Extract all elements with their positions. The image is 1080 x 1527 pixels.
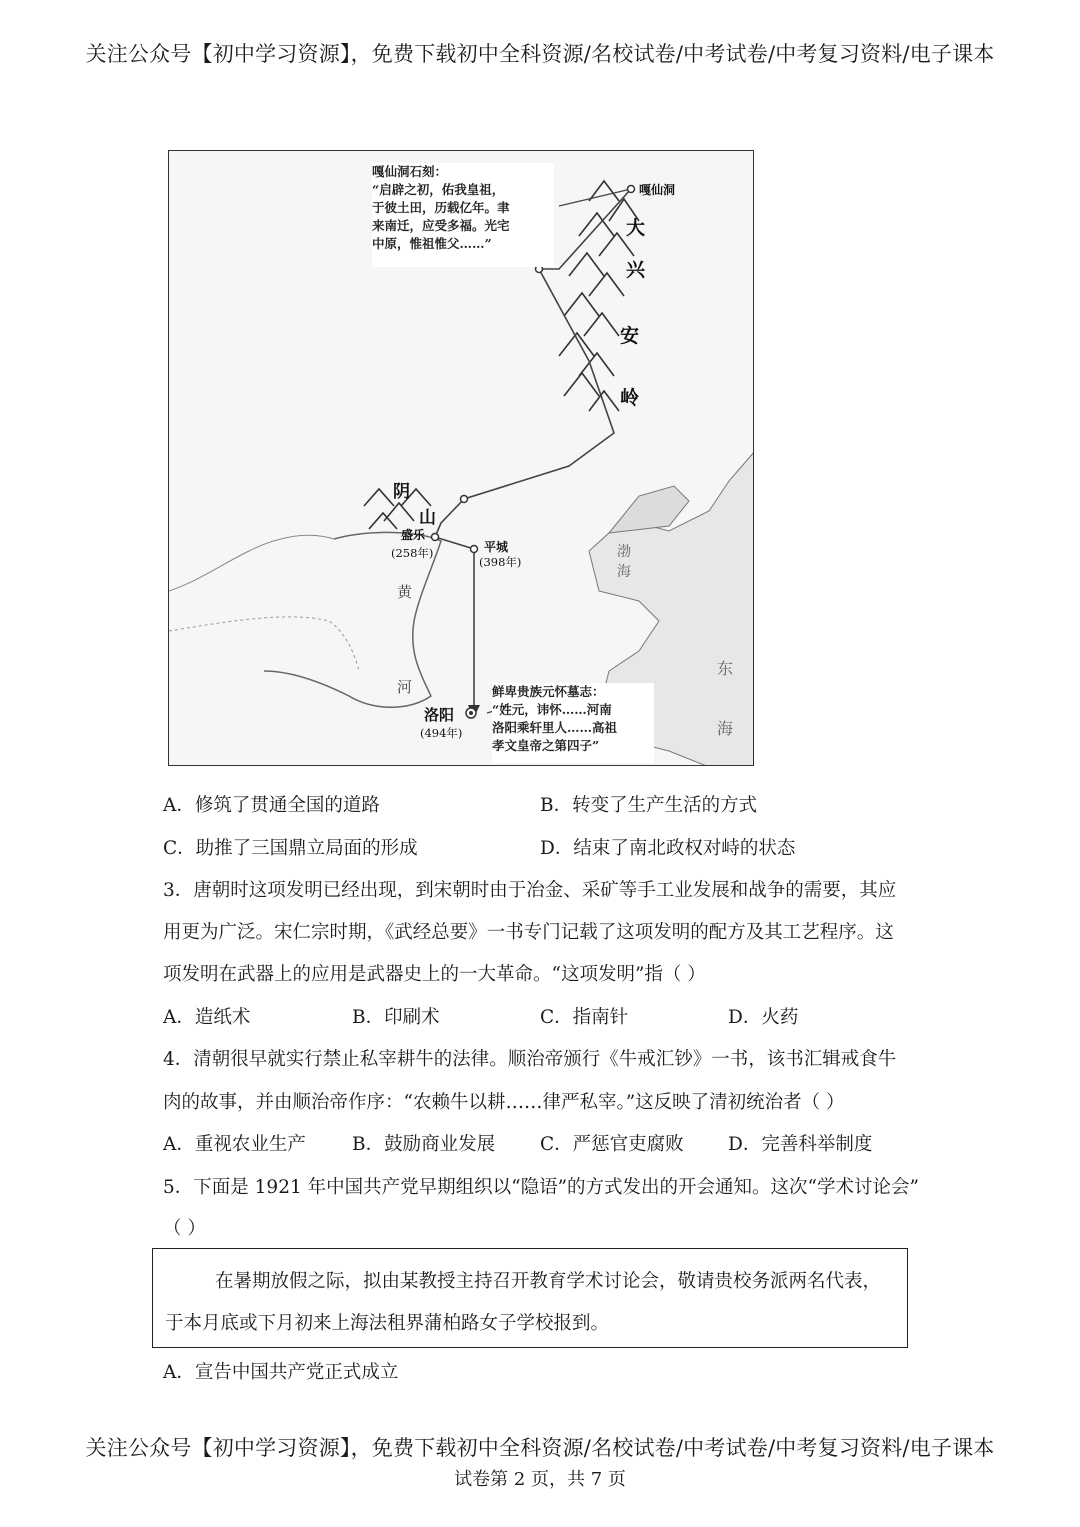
q4-option-d[interactable]: D．完善科举制度 bbox=[728, 1134, 873, 1155]
callout-line: 来南迁，应受多福。光宅 bbox=[372, 218, 510, 233]
callout-line: 于彼土田，历载亿年。聿 bbox=[372, 200, 510, 215]
label-pingcheng: 平城 bbox=[484, 540, 509, 554]
q2-option-d[interactable]: D．结束了南北政权对峙的状态 bbox=[540, 838, 796, 859]
label-xing: 兴 bbox=[626, 259, 646, 281]
liaodong-peninsula bbox=[609, 486, 689, 533]
q3-option-d[interactable]: D．火药 bbox=[728, 1007, 799, 1028]
river-upper-line bbox=[169, 535, 334, 591]
label-huang: 黄 bbox=[397, 583, 413, 601]
label-da: 大 bbox=[626, 217, 646, 239]
dot-shengle bbox=[432, 534, 439, 541]
callout-line: 洛阳乘轩里人……高祖 bbox=[492, 720, 618, 735]
callout-line: “启辟之初，佑我皇祖， bbox=[372, 182, 505, 197]
label-pingcheng-year: (398年) bbox=[479, 555, 522, 569]
callout-line: “姓元，讳怀……河南 bbox=[492, 702, 612, 717]
notice-line: 于本月底或下月初来上海法租界蒲柏路女子学校报到。 bbox=[165, 1313, 610, 1334]
label-donghai: 海 bbox=[717, 719, 734, 738]
q3-stem-line: 用更为广泛。宋仁宗时期，《武经总要》一书专门记载了这项发明的配方及其工艺程序。这 bbox=[163, 922, 894, 943]
migration-route bbox=[435, 189, 631, 713]
label-he: 河 bbox=[397, 678, 413, 696]
q2-option-b[interactable]: B．转变了生产生活的方式 bbox=[540, 795, 758, 816]
label-luoyang-year: (494年) bbox=[420, 726, 463, 740]
label-hai: 海 bbox=[617, 564, 631, 580]
callout-line: 孝文皇帝之第四子” bbox=[492, 738, 600, 753]
q4-option-c[interactable]: C．严惩官吏腐败 bbox=[540, 1134, 684, 1155]
label-shan: 山 bbox=[419, 508, 436, 528]
q3-option-a[interactable]: A．造纸术 bbox=[163, 1007, 251, 1028]
q4-stem-line: 肉的故事，并由顺治帝作序：“农赖牛以耕……律严私宰。”这反映了清初统治者（ ） bbox=[163, 1092, 845, 1113]
q2-option-c[interactable]: C．助推了三国鼎立局面的形成 bbox=[163, 838, 418, 859]
label-shengle: 盛乐 bbox=[401, 528, 426, 542]
dot-gaxian bbox=[628, 186, 635, 193]
q4-stem-line: 4．清朝很早就实行禁止私宰耕牛的法律。顺治帝颁行《牛戒汇钞》一书，该书汇辑戒食牛 bbox=[163, 1049, 897, 1070]
page-number: 试卷第 2 页，共 7 页 bbox=[454, 1469, 626, 1490]
dot-luoyang-center bbox=[469, 711, 473, 715]
q3-stem-line: 项发明在武器上的应用是武器史上的一大革命。“这项发明”指（ ） bbox=[163, 964, 706, 985]
label-shengle-year: (258年) bbox=[391, 546, 434, 560]
q3-stem-line: 3．唐朝时这项发明已经出现，到宋朝时由于冶金、采矿等手工业发展和战争的需要，其应 bbox=[163, 880, 897, 901]
q5-stem-line: 5．下面是 1921 年中国共产党早期组织以“隐语”的方式发出的开会通知。这次“学术讨论会” bbox=[163, 1177, 919, 1198]
label-gaxian: 嘎仙洞 bbox=[639, 183, 676, 197]
callout-title: 嘎仙洞石刻： bbox=[372, 164, 448, 179]
dot-pingcheng bbox=[471, 546, 478, 553]
banner-top: 关注公众号【初中学习资源】，免费下载初中全科资源/名校试卷/中考试卷/中考复习资料/电子课本 bbox=[85, 42, 995, 66]
banner-bottom: 关注公众号【初中学习资源】，免费下载初中全科资源/名校试卷/中考试卷/中考复习资料/电子课本 bbox=[85, 1436, 995, 1460]
callout-line: 中原，惟祖惟父……” bbox=[372, 236, 492, 251]
q3-option-c[interactable]: C．指南针 bbox=[540, 1007, 629, 1028]
q3-option-b[interactable]: B．印刷术 bbox=[352, 1007, 440, 1028]
dot-route-yinshan bbox=[461, 496, 468, 503]
q5-stem-line: （ ） bbox=[163, 1218, 206, 1239]
meeting-notice-box bbox=[152, 1248, 908, 1348]
label-an: 安 bbox=[620, 325, 640, 347]
label-bo: 渤 bbox=[617, 544, 631, 560]
q4-option-a[interactable]: A．重视农业生产 bbox=[163, 1134, 306, 1155]
label-ling: 岭 bbox=[620, 387, 640, 409]
q5-option-a[interactable]: A．宣告中国共产党正式成立 bbox=[163, 1362, 399, 1383]
callout-yuanhuai-epitaph bbox=[492, 683, 654, 763]
border-line bbox=[169, 617, 359, 671]
notice-line: 在暑期放假之际，拟由某教授主持召开教育学术讨论会，敬请贵校务派两名代表， bbox=[215, 1271, 882, 1292]
label-yin: 阴 bbox=[393, 482, 410, 502]
callout-title: 鲜卑贵族元怀墓志： bbox=[492, 684, 605, 699]
label-luoyang: 洛阳 bbox=[424, 706, 455, 724]
q2-option-a[interactable]: A．修筑了贯通全国的道路 bbox=[163, 795, 380, 816]
label-dong: 东 bbox=[717, 659, 734, 678]
q4-option-b[interactable]: B．鼓励商业发展 bbox=[352, 1134, 496, 1155]
migration-map bbox=[168, 150, 754, 766]
callout-gaxian-inscription bbox=[372, 163, 554, 267]
